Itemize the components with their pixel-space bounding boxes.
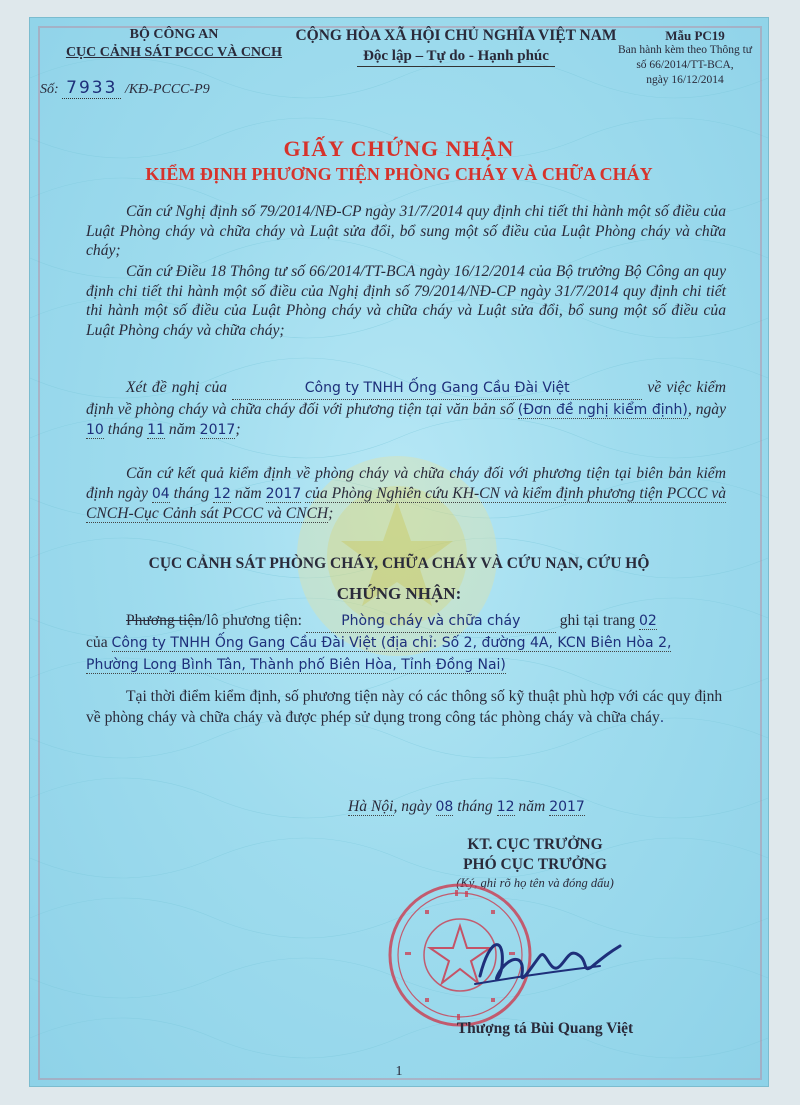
national-heading bbox=[286, 26, 626, 67]
handwritten-signature-icon bbox=[470, 926, 630, 996]
equipment-value: Phòng cháy và chữa cháy bbox=[341, 613, 521, 629]
so-number: 7933 bbox=[62, 78, 121, 99]
requesting-company: Công ty TNHH Ống Gang Cầu Đài Việt bbox=[304, 380, 570, 396]
page-value: 02 bbox=[639, 613, 657, 629]
certificate-page bbox=[30, 18, 768, 1086]
certifies-heading: CHỨNG NHẬN: bbox=[336, 584, 462, 603]
so-label: Số: bbox=[40, 82, 59, 97]
conclusion-text: Tại thời điểm kiểm định, số phương tiện này có các thông số kỹ thuật phù hợp với các quy định về phòng cháy và chữa cháy và được phép sử dụng trong công tác phòng cháy và chữa cháy bbox=[86, 688, 723, 726]
form-code: Mẫu PC19 bbox=[665, 28, 725, 43]
year-label: năm bbox=[168, 421, 196, 438]
owner-line bbox=[86, 632, 726, 676]
request-day: 10 bbox=[86, 422, 104, 438]
page-label: ghi tại trang bbox=[559, 612, 636, 629]
signer-role-1: KT. CỤC TRƯỞNG bbox=[467, 836, 603, 853]
signing-day: 08 bbox=[435, 799, 454, 815]
consider-label: Xét đề nghị của bbox=[126, 379, 228, 396]
certifying-agency: CỤC CẢNH SÁT PHÒNG CHÁY, CHỮA CHÁY VÀ CỨU NẠN, CỨU HỘ bbox=[148, 555, 650, 572]
basis-2-text: Căn cứ Điều 18 Thông tư số 66/2014/TT-BCA ngày 16/12/2014 của Bộ trưởng Bộ Công an quy định chi tiết thi hành một số điều của Nghị định số 79/2014/NĐ-CP ngày 31/7/2014 quy định chi tiết thi hành một số điều của Luật Phòng cháy và chữa cháy và Luật sửa đổi, bổ sung một số điều của Luật Phòng cháy và chữa cháy; bbox=[86, 263, 726, 339]
basis-3-text: Căn cứ kết quả kiểm định về phòng cháy và chữa cháy đối với phương tiện tại biên bản kiểm định ngày bbox=[86, 465, 726, 502]
request-year: 2017 bbox=[199, 422, 236, 438]
signing-year-label: năm bbox=[518, 798, 546, 815]
conclusion: Tại thời điểm kiểm định, số phương tiện này có các thông số kỹ thuật phù hợp với các quy định về phòng cháy và chữa cháy và được phép sử dụng trong công tác phòng cháy và chữa cháy. bbox=[86, 688, 723, 726]
consider-text: về việc kiểm định về phòng cháy và chữa cháy đối với phương tiện tại văn bản số bbox=[86, 379, 726, 418]
signing-date: Hà Nội, ngày 08 tháng 12 năm 2017 bbox=[348, 798, 585, 815]
record-day: 04 bbox=[151, 485, 170, 502]
form-reference bbox=[610, 28, 760, 88]
agency-line-1: BỘ CÔNG AN bbox=[129, 27, 219, 42]
equipment-label-struck: Phương tiện bbox=[126, 612, 203, 629]
consideration: Xét đề nghị của Công ty TNHH Ống Gang Cầu Đài Việt về việc kiểm định về phòng cháy và chữa cháy đối với phương tiện tại văn bản số (Đơn đề nghị kiểm định), ngày 10 tháng 11 năm 2017; bbox=[86, 379, 727, 438]
issuing-agency bbox=[44, 26, 304, 62]
signing-year: 2017 bbox=[549, 799, 585, 815]
signing-month-label: tháng bbox=[457, 798, 493, 815]
signing-month: 12 bbox=[496, 799, 515, 815]
document-reference: (Đơn đề nghị kiểm định) bbox=[517, 401, 688, 418]
record-year-label: năm bbox=[234, 484, 262, 502]
signing-instruction: (Ký, ghi rõ họ tên và đóng dấu) bbox=[456, 876, 614, 890]
agency-line-2: CỤC CẢNH SÁT PCCC VÀ CNCH bbox=[65, 45, 283, 60]
legal-basis-2 bbox=[86, 262, 726, 340]
basis-1-text: Căn cứ Nghị định số 79/2014/NĐ-CP ngày 31/7/2014 quy định chi tiết thi hành một số điều của Luật Phòng cháy và chữa cháy và Luật sửa đổi, bổ sung một số điều của Luật Phòng cháy và chữa cháy; bbox=[86, 203, 726, 259]
month-label: tháng bbox=[107, 421, 144, 438]
inspection-unit: của Phòng Nghiên cứu KH-CN và kiểm định phương tiện PCCC và CNCH-Cục Cảnh sát PCCC và CNCH bbox=[86, 484, 727, 522]
owner-label: của bbox=[86, 634, 108, 651]
form-note-1: Ban hành kèm theo Thông tư bbox=[617, 44, 753, 56]
record-year: 2017 bbox=[265, 485, 302, 502]
equipment-label: /lô phương tiện: bbox=[202, 612, 302, 629]
form-note-3: ngày 16/12/2014 bbox=[646, 74, 724, 86]
national-motto: Độc lập – Tự do - Hạnh phúc bbox=[357, 46, 555, 67]
legal-basis-3: Căn cứ kết quả kiểm định về phòng cháy và chữa cháy đối với phương tiện tại biên bản kiểm định ngày 04 tháng 12 năm 2017 của Phòng Nghiên cứu KH-CN và kiểm định phương tiện PCCC và CNCH-Cục Cảnh sát PCCC và CNCH; bbox=[86, 465, 727, 522]
page-number: 1 bbox=[395, 1064, 403, 1079]
legal-basis-1 bbox=[86, 202, 726, 261]
signing-day-label: ngày bbox=[401, 798, 432, 815]
nation-title: CỘNG HÒA XÃ HỘI CHỦ NGHĨA VIỆT NAM bbox=[295, 27, 617, 44]
document-number bbox=[40, 78, 210, 98]
document-title: GIẤY CHỨNG NHẬN bbox=[283, 136, 515, 161]
owner-value: Công ty TNHH Ống Gang Cầu Đài Việt (địa chỉ: Số 2, đường 4A, KCN Biên Hòa 2, Phường Long Bình Tân, Thành phố Biên Hòa, Tỉnh Đồng Nai) bbox=[86, 635, 672, 673]
request-month: 11 bbox=[147, 422, 165, 438]
so-suffix: /KĐ-PCCC-P9 bbox=[124, 82, 210, 97]
record-month: 12 bbox=[213, 485, 231, 502]
signer-role-2: PHÓ CỤC TRƯỞNG bbox=[463, 856, 607, 873]
signing-place: Hà Nội bbox=[348, 798, 394, 815]
record-month-label: tháng bbox=[173, 484, 210, 502]
day-label: , ngày bbox=[687, 400, 727, 418]
signer-name: Thượng tá Bùi Quang Việt bbox=[456, 1020, 634, 1037]
document-subtitle: KIỂM ĐỊNH PHƯƠNG TIỆN PHÒNG CHÁY VÀ CHỮA CHÁY bbox=[145, 164, 653, 184]
form-note-2: số 66/2014/TT-BCA, bbox=[636, 59, 734, 71]
equipment-line bbox=[86, 610, 726, 633]
